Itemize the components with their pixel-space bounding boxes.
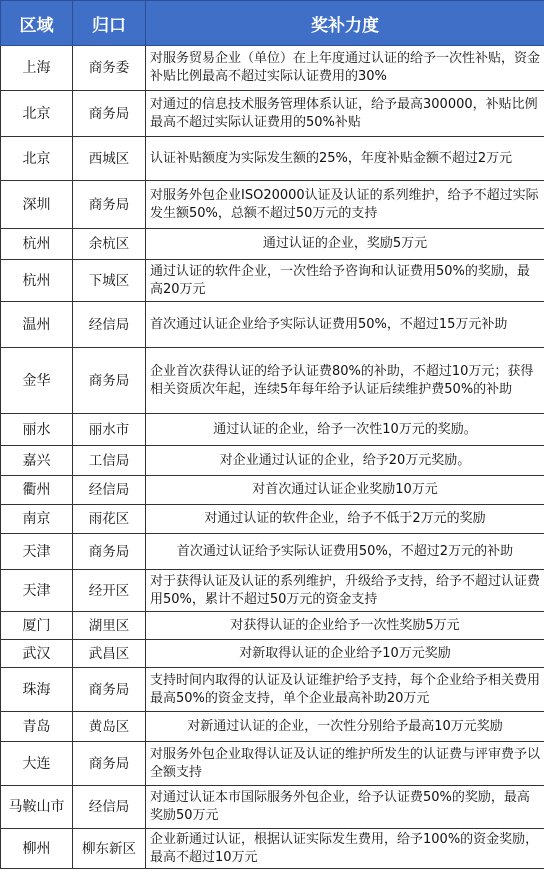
- support-cell: 支持时间内取得的认证及认证维护给予支持，每个企业给予相关费用最高50%的资金支持，单个企业最高补助20万元: [146, 668, 544, 712]
- office-cell: 湖里区: [73, 612, 146, 640]
- office-cell: 雨花区: [73, 505, 146, 534]
- support-cell: 对通过认证的软件企业，给予不低于2万元的奖励: [146, 505, 544, 534]
- support-cell: 通过认证的企业，给予一次性10万元的奖励。: [146, 414, 544, 446]
- region-cell: 青岛: [1, 712, 73, 742]
- support-cell: 认证补贴额度为实际发生额的25%，年度补贴金额不超过2万元: [146, 137, 544, 181]
- region-cell: 丽水: [1, 414, 73, 446]
- office-cell: 下城区: [73, 260, 146, 302]
- table-row: [1, 640, 544, 668]
- table-row: [1, 712, 544, 742]
- region-cell: 天津: [1, 570, 73, 612]
- header-region: 区域: [1, 1, 73, 46]
- support-cell: 对服务外包企业ISO20000认证及认证的系列维护，给予不超过实际发生额50%，总额不超过50万元的支持: [146, 181, 544, 229]
- support-cell: 对通过认证本市国际服务外包企业，给予认证费50%的奖励，最高奖励50万元: [146, 786, 544, 829]
- region-cell: 金华: [1, 348, 73, 414]
- region-cell: 衢州: [1, 476, 73, 505]
- table-row: [1, 742, 544, 786]
- support-cell: 通过认证的企业，奖励5万元: [146, 229, 544, 260]
- region-cell: 北京: [1, 137, 73, 181]
- support-cell: 企业新通过认证，根据认证实际发生费用，给予100%的资金奖励，最高不超过10万元: [146, 829, 544, 869]
- table-row: [1, 229, 544, 260]
- office-cell: 商务局: [73, 91, 146, 137]
- office-cell: 商务局: [73, 742, 146, 786]
- table-row: [1, 612, 544, 640]
- support-cell: 首次通过认证给予实际认证费用50%，不超过2万元的补助: [146, 534, 544, 570]
- region-cell: 马鞍山市: [1, 786, 73, 829]
- support-cell: 对服务贸易企业（单位）在上年度通过认证的给予一次性补贴，资金补贴比例最高不超过实际认证费用的30%: [146, 46, 544, 91]
- office-cell: 商务局: [73, 348, 146, 414]
- office-cell: 工信局: [73, 446, 146, 476]
- office-cell: 商务局: [73, 668, 146, 712]
- table-row: [1, 46, 544, 91]
- header-support: 奖补力度: [146, 1, 544, 46]
- region-cell: 嘉兴: [1, 446, 73, 476]
- table-row: [1, 829, 544, 869]
- region-cell: 上海: [1, 46, 73, 91]
- office-cell: 商务局: [73, 181, 146, 229]
- table-row: [1, 786, 544, 829]
- office-cell: 商务委: [73, 46, 146, 91]
- support-cell: 对服务外包企业取得认证及认证的维护所发生的认证费与评审费予以全额支持: [146, 742, 544, 786]
- support-cell: 对企业通过认证的企业，给予20万元奖励。: [146, 446, 544, 476]
- table-row: [1, 91, 544, 137]
- table-row: [1, 668, 544, 712]
- office-cell: 柳东新区: [73, 829, 146, 869]
- region-cell: 柳州: [1, 829, 73, 869]
- region-cell: 武汉: [1, 640, 73, 668]
- table-row: [1, 302, 544, 348]
- table-row: [1, 476, 544, 505]
- office-cell: 经开区: [73, 570, 146, 612]
- region-cell: 深圳: [1, 181, 73, 229]
- region-cell: 杭州: [1, 229, 73, 260]
- support-cell: 对首次通过认证企业奖励10万元: [146, 476, 544, 505]
- table-row: [1, 137, 544, 181]
- support-cell: 对新取得认证的企业给予10万元奖励: [146, 640, 544, 668]
- table-row: [1, 534, 544, 570]
- region-cell: 天津: [1, 534, 73, 570]
- region-cell: 北京: [1, 91, 73, 137]
- header-row: [1, 1, 544, 46]
- region-cell: 珠海: [1, 668, 73, 712]
- office-cell: 武昌区: [73, 640, 146, 668]
- table-row: [1, 505, 544, 534]
- office-cell: 经信局: [73, 302, 146, 348]
- office-cell: 黄岛区: [73, 712, 146, 742]
- office-cell: 余杭区: [73, 229, 146, 260]
- table-row: [1, 348, 544, 414]
- support-cell: 对于获得认证及认证的系列维护，升级给予支持，给予不超过认证费用50%，累计不超过50万元的资金支持: [146, 570, 544, 612]
- support-cell: 对新通过认证的企业，一次性分别给予最高10万元奖励: [146, 712, 544, 742]
- table-row: [1, 446, 544, 476]
- table-row: [1, 414, 544, 446]
- office-cell: 丽水市: [73, 414, 146, 446]
- region-cell: 南京: [1, 505, 73, 534]
- office-cell: 西城区: [73, 137, 146, 181]
- table-row: [1, 570, 544, 612]
- support-cell: 首次通过认证企业给予实际认证费用50%，不超过15万元补助: [146, 302, 544, 348]
- office-cell: 商务局: [73, 534, 146, 570]
- support-cell: 对通过的信息技术服务管理体系认证，给予最高300000，补贴比例最高不超过实际认证费用的50%补贴: [146, 91, 544, 137]
- table-row: [1, 260, 544, 302]
- region-cell: 厦门: [1, 612, 73, 640]
- region-cell: 大连: [1, 742, 73, 786]
- support-cell: 通过认证的软件企业，一次性给予咨询和认证费用50%的奖励，最高20万元: [146, 260, 544, 302]
- table-row: [1, 181, 544, 229]
- support-cell: 企业首次获得认证的给予认证费80%的补助，不超过10万元；获得相关资质次年起，连续5年每年给予认证后续维护费50%的补助: [146, 348, 544, 414]
- region-cell: 杭州: [1, 260, 73, 302]
- support-cell: 对获得认证的企业给予一次性奖励5万元: [146, 612, 544, 640]
- office-cell: 经信局: [73, 476, 146, 505]
- office-cell: 经信局: [73, 786, 146, 829]
- region-cell: 温州: [1, 302, 73, 348]
- header-office: 归口: [73, 1, 146, 46]
